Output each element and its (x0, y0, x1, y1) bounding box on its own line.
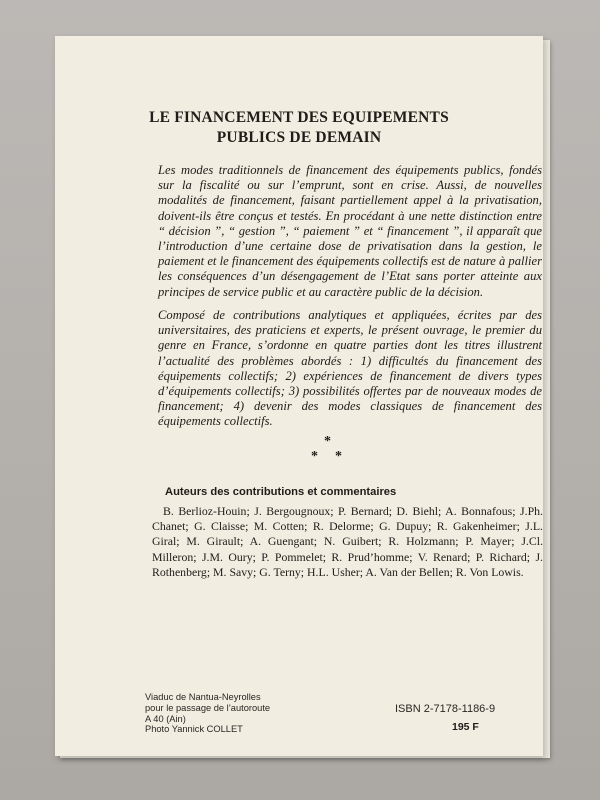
photo-caption-line: pour le passage de l’autoroute (145, 702, 271, 713)
contributors-heading: Auteurs des contributions et commentaires (165, 486, 397, 498)
isbn: ISBN 2-7178-1186-9 (395, 703, 496, 715)
photo-caption-line: Viaduc de Nantua-Neyrolles (145, 692, 261, 702)
title-line-2: PUBLICS DE DEMAIN (216, 129, 382, 146)
photo-caption-line: A 40 (Ain) (145, 713, 186, 724)
asterism-top: * (324, 434, 331, 449)
photo-caption (145, 692, 275, 735)
photo-caption-line: Photo Yannick COLLET (145, 724, 243, 735)
title-line-1: LE FINANCEMENT DES EQUIPEMENTS (149, 109, 449, 126)
book-back-cover (55, 36, 543, 756)
contributors-list: B. Berlioz-Houin; J. Bergougnoux; P. Bernard; D. Biehl; A. Bonnafous; J.Ph. Chanet; G. Claisse; M. Cotten; R. Delorme; G. Dupuy; R. Gakenheimer; J.L. Giral; M. Girault; A. Guengant; N. Guibert; R. Holzmann; P. Mayer; J.Cl. Milleron; J.M. Oury; P. Pommelet; R. Prud’homme; V. Renard; P. Richard; J. Rothenberg; M. Savy; G. Terny; H.L. Usher; A. Van der Bellen; R. Von Lowis. (152, 504, 543, 579)
description-paragraph-2: Composé de contributions analytiques et appliquées, écrites par des universitaires, des praticiens et experts, le présent ouvrage, le premier du genre en France, s’ordonne en quatre parties dont les titres illustrent l’actualité des problèmes abordés : 1) difficultés du financement des équipements collectifs; 2) expériences de financement de divers types d’équipements collectifs; 3) possibilités offertes par de nouveaux modes de financement; 4) devenir des modes classiques de financement des équipements collectifs. (158, 308, 542, 429)
description-paragraph-1: Les modes traditionnels de financement des équipements publics, fondés sur la fiscalité ou sur l’emprunt, sont en crise. Aussi, de nouvelles modalités de financement, faisant partiellement appel à la privatisation, doivent-ils être conçus et testés. En procédant à une nette distinction entre “ décision ”, “ gestion ”, “ paiement ” et “ financement ”, il apparaît que l’introduction d’une certaine dose de privatisation dans la gestion, le paiement et le financement des équipements collectifs est de nature à pallier les conséquences d’un désengagement de l’Etat sans porter atteinte aux principes de service public et au caractère public de la décision. (158, 163, 542, 299)
price: 195 F (452, 721, 479, 733)
asterism-left: * (311, 449, 318, 464)
asterism-right: * (335, 449, 342, 464)
